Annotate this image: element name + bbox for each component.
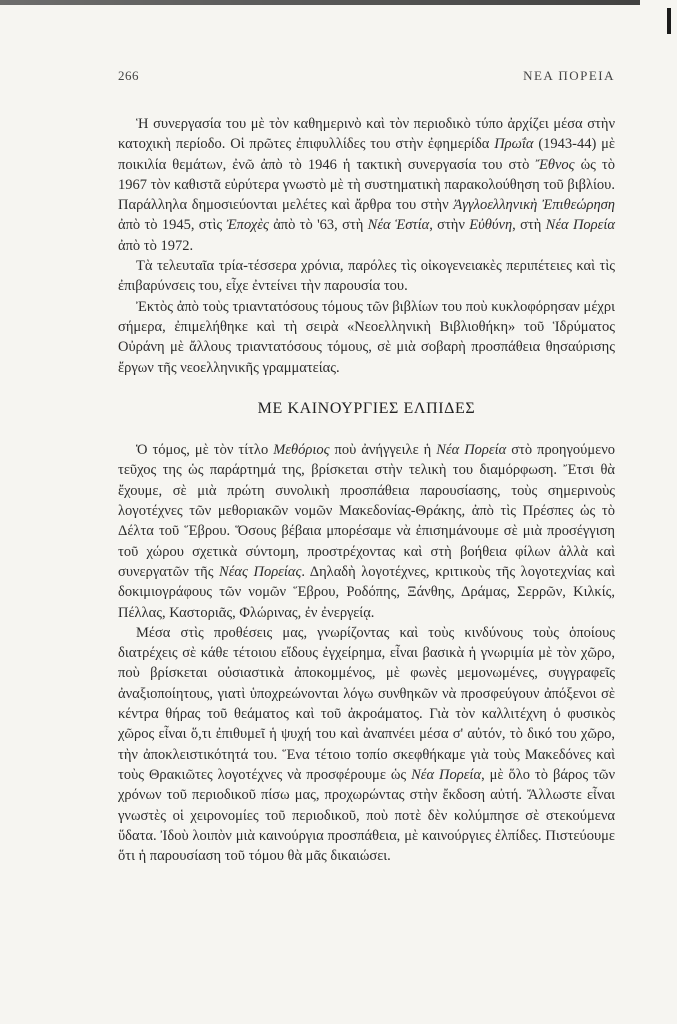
- journal-title: ΝΕΑ ΠΟΡΕΙΑ: [523, 68, 615, 83]
- paragraph-2: Τὰ τελευταῖα τρία-τέσσερα χρόνια, παρόλες τὶς οἰκογενειακὲς περιπέτειες καὶ τὶς ἐπιβαρύνσεις του, εἶχε ἐντείνει τὴν παρουσία του.: [118, 258, 615, 295]
- italic-title: Πρωΐα: [494, 136, 534, 153]
- scan-edge-mark: [667, 8, 671, 34]
- italic-title: Μεθόριος: [273, 442, 330, 459]
- italic-title: Νέα Πορεία: [545, 217, 615, 234]
- text-run: ἀπὸ τὸ 1945, στὶς: [118, 217, 227, 234]
- italic-title: Ἔθνος: [535, 156, 575, 173]
- text-run: , στὴ: [512, 217, 546, 234]
- scan-top-edge: [0, 0, 640, 5]
- text-run: ἀπὸ τὸ 1972.: [118, 237, 194, 254]
- text-run: , μὲ ὅλο τὸ βάρος τῶν χρόνων τοῦ περιοδικοῦ πίσω μας, προχωρώντας στὴν ἔκδοση αὐτή. Ἄλλωστε εἶναι γνωστὲς οἱ χειρονομίες τοῦ περιοδικοῦ, ποὺ ποτὲ δὲν κολύμπησε σὲ στεκούμενα ὕδατα. Ἰδοὺ λοιπὸν μιὰ καινούργια προσπάθεια, μὲ καινούργιες ἐλπίδες. Πιστεύουμε ὅτι ἡ παρουσίαση τοῦ τόμου θὰ μᾶς δικαιώσει.: [118, 766, 616, 865]
- italic-title: Νέας Πορείας: [219, 563, 302, 580]
- section-heading: ΜΕ ΚΑΙΝΟΥΡΓΙΕΣ ΕΛΠΙΔΕΣ: [257, 399, 476, 417]
- italic-title: Ἐποχὲς: [226, 217, 269, 234]
- italic-title: Νέα Πορεία: [411, 766, 482, 783]
- italic-title: Νέα Πορεία: [436, 442, 507, 459]
- text-run: ποὺ ἀνήγγειλε ἡ: [329, 442, 437, 459]
- paragraph-3: Ἐκτὸς ἀπὸ τοὺς τριαντατόσους τόμους τῶν βιβλίων του ποὺ κυκλοφόρησαν μέχρι σήμερα, ἐπιμελήθηκε καὶ τὴ σειρὰ «Νεοελληνικὴ Βιβλιοθήκη» τοῦ Ἱδρύματος Οὐράνη μὲ ἄλλους τριαντατόσους τόμους, σὲ μιὰ σοβαρὴ προσπάθεια θησαύρισης ἔργων τῆς νεοελληνικῆς γραμματείας.: [118, 298, 615, 376]
- text-run: Μέσα στὶς προθέσεις μας, γνωρίζοντας καὶ τοὺς κινδύνους τοὺς ὁποίους διατρέχεις σὲ κάθε τέτοιου εἴδους ἐγχείρημα, εἶναι βασικὰ ἡ γνωριμία μὲ τὸν χῶρο, ποὺ βρίσκεται οὐσιαστικὰ ἀποκομμένος, μὲ φωνὲς μεμονωμένες, συγγραφεῖς ἀναξιοποίητους, γιατὶ ὑποχρεώνονται λόγω συνθηκῶν νὰ προσφεύγουν ἀπόξενοι σὲ κέντρα θήρας τοῦ θεάματος καὶ τοῦ ἀκροάματος. Γιὰ τὸν καλλιτέχνη ὁ φυσικὸς χῶρος εἶναι ὅ,τι ἐπιθυμεῖ ἡ ψυχή του καὶ ἀναπνέει μέσα σ' αὐτόν, τὸ δικό του χῶρο, τὴν ἀποκλειστικότητά του. Ἕνα τέτοιο τοπίο σκεφθήκαμε γιὰ τοὺς Μακεδόνες καὶ τοὺς Θρακιῶτες λογοτέχνες νὰ προσφέρουμε ὡς: [118, 624, 615, 783]
- text-run: Ἡ συνεργασία του μὲ τὸν καθημερινὸ καὶ τὸν περιοδικὸ τύπο ἀρχίζει μέσα στὴν κατοχικὴ περίοδο. Οἱ πρῶτες ἐπιφυλλίδες του στὴν ἐφημερίδα: [118, 116, 615, 153]
- running-header: [118, 68, 615, 88]
- text-run: Ὁ τόμος, μὲ τὸν τίτλο: [136, 442, 274, 459]
- page-number: 266: [118, 68, 139, 83]
- text-run: στὸ προηγούμενο τεῦχος της ὡς παράρτημά της, βρίσκεται στὴν τελικὴ του διαμόρφωση. Ἔτσι θὰ ἔχουμε, σὲ μιὰ πρώτη συνολικὴ προσπάθεια παρουσίασης, τοὺς σημερινοὺς λογοτέχνες τῶν μεθοριακῶν νομῶν Μακεδονίας-Θράκης, ἀπὸ τὶς Πρέσπες ὡς τὸ Δέλτα τοῦ Ἕβρου. Ὅσους βέβαια μπορέσαμε νὰ ἐπισημάνουμε σὲ μιὰ προσέγγιση τοῦ χώρου σχετικὰ σύντομη, προστρέχοντας καὶ στὴ βοήθεια φίλων ἀλλὰ καὶ συνεργατῶν τῆς: [118, 442, 616, 580]
- text-run: (1943-44) μὲ ποικιλία θεμάτων, ἐνῶ ἀπὸ τὸ 1946 ἡ τακτικὴ συνεργασία του στὸ: [118, 136, 615, 173]
- italic-title: Ἀγγλοελληνικὴ Ἐπιθεώρηση: [453, 197, 615, 214]
- text-run: ἀπὸ τὸ '63, στὴ: [268, 217, 368, 234]
- text-run: ὡς τὸ 1967 τὸν καθιστᾶ εὐρύτερα γνωστὸ μὲ τὴ συστηματικὴ παρακολούθηση τοῦ βιβλίου. Παράλληλα δημοσιεύονται μελέτες καὶ ἄρθρα του στὴν: [118, 156, 615, 214]
- paragraph-1: [118, 114, 615, 256]
- text-run: . Δηλαδὴ λογοτέχνες, κριτικοὺς τῆς λογοτεχνίας καὶ δοκιμιογράφους τῶν νομῶν Ἕβρου, Ροδόπης, Ξάνθης, Δράμας, Σερρῶν, Κιλκίς, Πέλλας, Καστοριᾶς, Φλώρινας, ἐν ἐνεργείᾳ.: [118, 563, 615, 621]
- italic-title: Εὐθύνη: [469, 217, 513, 234]
- italic-title: Νέα Ἑστία: [367, 217, 430, 234]
- paragraph-4: [118, 440, 615, 623]
- text-run: , στὴν: [429, 217, 470, 234]
- page-body: [118, 114, 615, 866]
- paragraph-5: [118, 623, 615, 867]
